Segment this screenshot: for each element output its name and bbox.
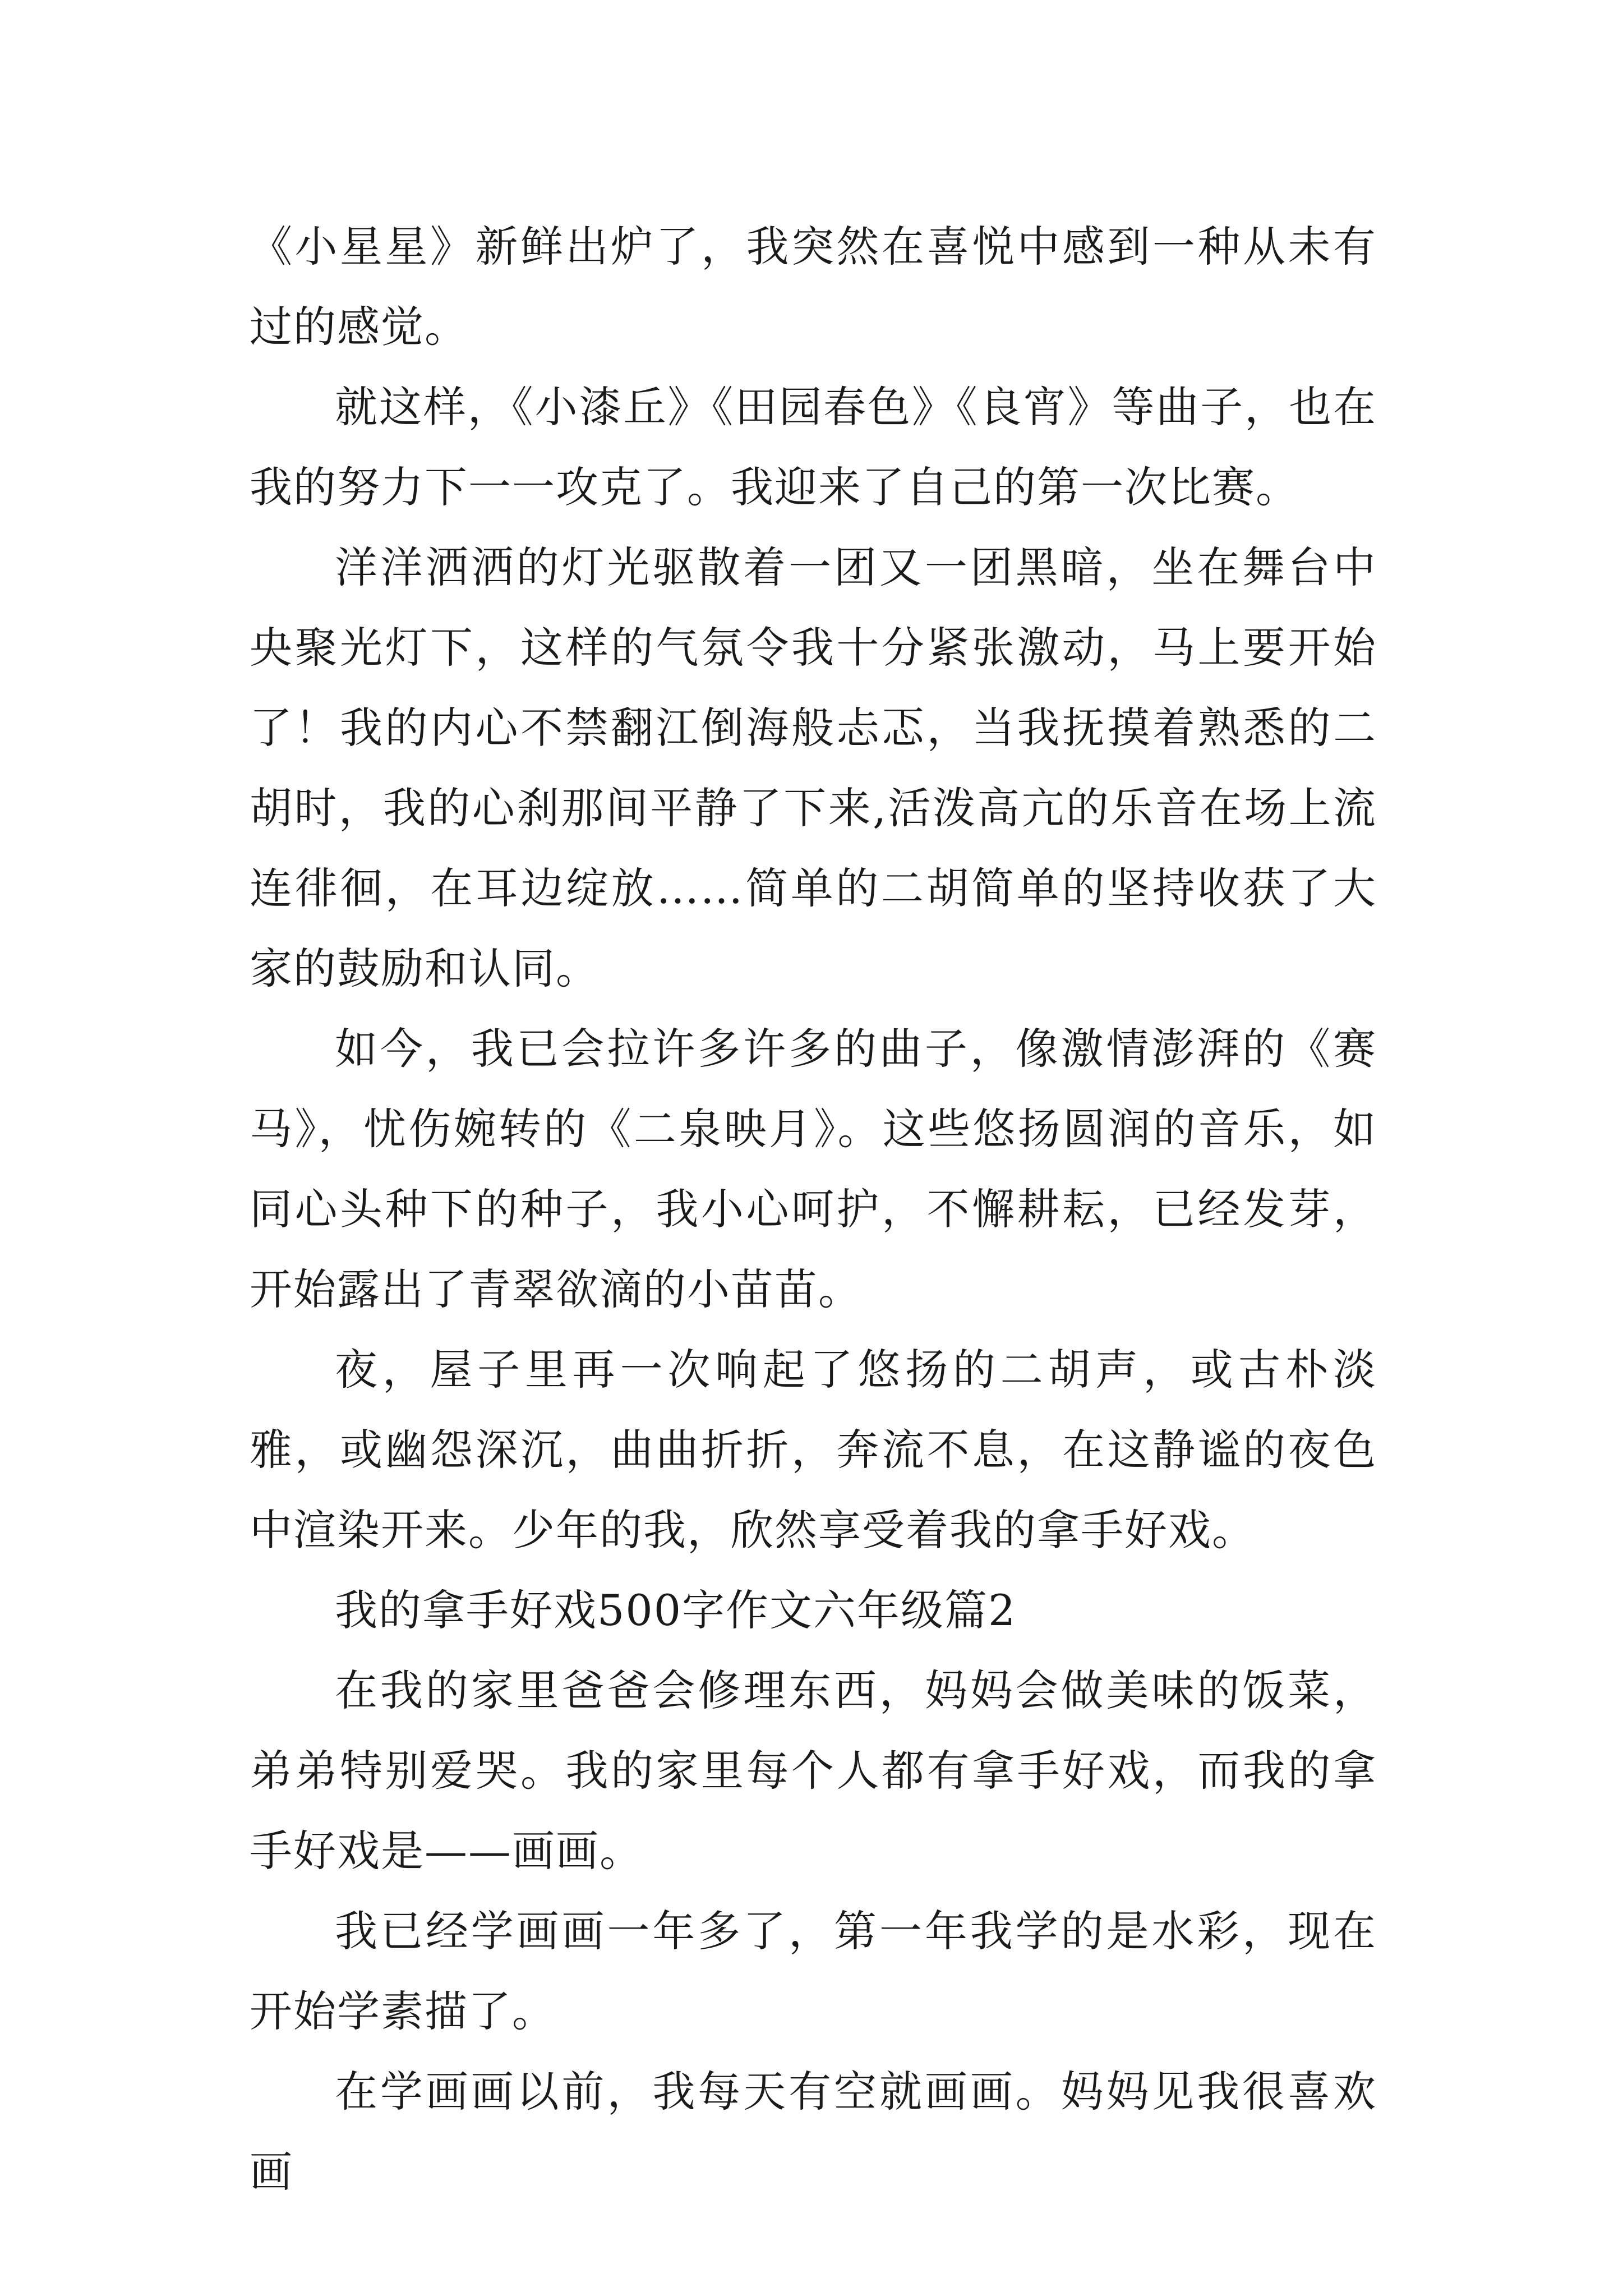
- paragraph: 在我的家里爸爸会修理东西，妈妈会做美味的饭菜，弟弟特别爱哭。我的家里每个人都有拿手好戏，而我的拿手好戏是——画画。: [250, 1665, 1377, 1876]
- paragraph: 如今，我已会拉许多许多的曲子，像激情澎湃的《赛马》，忧伤婉转的《二泉映月》。这些悠扬圆润的音乐，如同心头种下的种子，我小心呵护，不懈耕耘，已经发芽，开始露出了青翠欲滴的小苗苗。: [250, 1024, 1377, 1314]
- paragraph: 在学画画以前，我每天有空就画画。妈妈见我很喜欢画: [250, 2067, 1377, 2197]
- paragraph-continuation: 《小星星》新鲜出炉了，我突然在喜悦中感到一种从未有过的感觉。: [250, 222, 1377, 352]
- document-body: [250, 206, 1377, 2212]
- section-heading: 我的拿手好戏500字作文六年级篇2: [335, 1585, 1017, 1635]
- paragraph: 我已经学画画一年多了，第一年我学的是水彩，现在开始学素描了。: [250, 1906, 1377, 2036]
- paragraph: 夜，屋子里再一次响起了悠扬的二胡声，或古朴淡雅，或幽怨深沉，曲曲折折，奔流不息，在这静谧的夜色中渲染开来。少年的我，欣然享受着我的拿手好戏。: [250, 1345, 1377, 1555]
- paragraph: 就这样，《小漆丘》《田园春色》《良宵》等曲子，也在我的努力下一一攻克了。我迎来了自己的第一次比赛。: [250, 382, 1377, 512]
- paragraph: 洋洋洒洒的灯光驱散着一团又一团黑暗，坐在舞台中央聚光灯下，这样的气氛令我十分紧张激动，马上要开始了！我的内心不禁翻江倒海般忐忑，当我抚摸着熟悉的二胡时，我的心刹那间平静了下来,活泼高亢的乐音在场上流连徘徊，在耳边绽放……简单的二胡简单的坚持收获了大家的鼓励和认同。: [250, 542, 1377, 993]
